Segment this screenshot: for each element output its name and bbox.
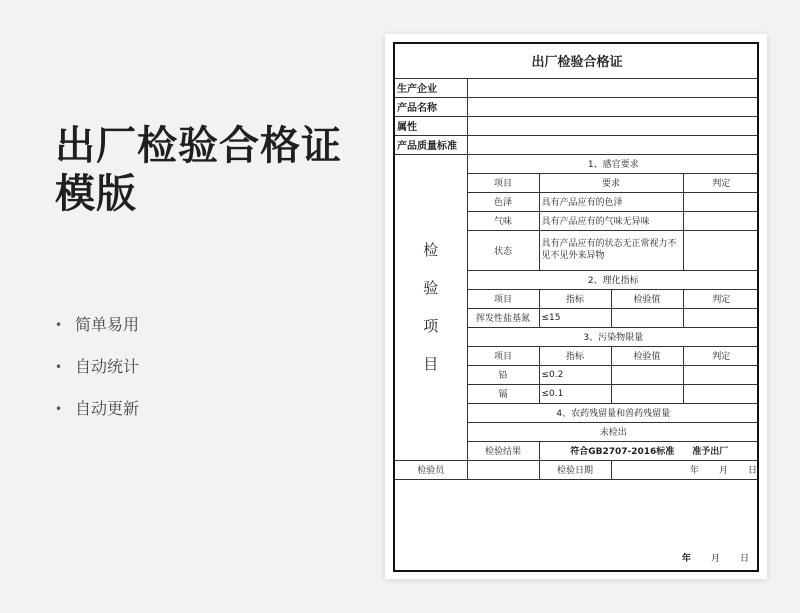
inspector-label: 检验员 — [395, 460, 467, 479]
result-label: 检验结果 — [467, 441, 539, 460]
feature-label: 自动更新 — [75, 399, 140, 418]
table-cell — [683, 211, 759, 230]
table-cell: 具有产品应有的色泽 — [539, 192, 683, 211]
page-title-line2: 模版 — [55, 171, 137, 217]
certificate-table — [395, 44, 759, 480]
form-title: 出厂检验合格证 — [395, 44, 759, 78]
table-cell: ≤0.1 — [539, 384, 611, 403]
table-cell: 挥发性盐基氮 — [467, 308, 539, 327]
field-label-attribute: 属性 — [395, 116, 467, 135]
table-header: 指标 — [539, 346, 611, 365]
table-cell: 铅 — [467, 365, 539, 384]
field-value-company — [467, 78, 759, 97]
table-cell — [683, 384, 759, 403]
table-header: 指标 — [539, 289, 611, 308]
table-cell — [683, 192, 759, 211]
table-cell: 色泽 — [467, 192, 539, 211]
section-heading-physchem: 2、理化指标 — [467, 270, 759, 289]
table-header: 项目 — [467, 173, 539, 192]
table-cell: 具有产品应有的状态无正常视力不见不见外来异物 — [539, 230, 683, 270]
table-cell: 镉 — [467, 384, 539, 403]
inspection-items-label: 检 验 项 目 — [395, 154, 467, 460]
page-title — [55, 122, 342, 218]
table-cell — [683, 230, 759, 270]
table-cell — [611, 365, 683, 384]
table-cell — [683, 365, 759, 384]
feature-label: 自动统计 — [75, 357, 140, 376]
field-label-product: 产品名称 — [395, 97, 467, 116]
field-label-standard: 产品质量标准 — [395, 135, 467, 154]
residue-value: 未检出 — [467, 422, 759, 441]
table-header: 判定 — [683, 346, 759, 365]
table-cell: 状态 — [467, 230, 539, 270]
bullet-icon: • — [55, 402, 63, 416]
certificate-form — [393, 42, 759, 572]
table-header: 要求 — [539, 173, 683, 192]
feature-item — [55, 396, 139, 438]
table-cell: 气味 — [467, 211, 539, 230]
result-value: 符合GB2707-2016标准 准予出厂 — [539, 441, 759, 460]
inspection-date-label: 检验日期 — [539, 460, 611, 479]
feature-list — [55, 312, 139, 438]
inspector-value — [467, 460, 539, 479]
bullet-icon: • — [55, 318, 63, 332]
table-cell: ≤15 — [539, 308, 611, 327]
field-value-product — [467, 97, 759, 116]
table-cell: 具有产品应有的气味无异味 — [539, 211, 683, 230]
table-header: 项目 — [467, 346, 539, 365]
page-title-line1: 出厂检验合格证 — [55, 123, 342, 169]
table-header: 检验值 — [611, 346, 683, 365]
table-header: 判定 — [683, 289, 759, 308]
field-value-standard — [467, 135, 759, 154]
section-heading-residue: 4、农药残留量和兽药残留量 — [467, 403, 759, 422]
field-label-company: 生产企业 — [395, 78, 467, 97]
table-header: 项目 — [467, 289, 539, 308]
feature-item — [55, 354, 139, 396]
feature-item — [55, 312, 139, 354]
feature-label: 简单易用 — [75, 315, 140, 334]
table-cell: ≤0.2 — [539, 365, 611, 384]
inspection-date-value: 年 月 日 — [611, 460, 759, 479]
section-heading-sensory: 1、感官要求 — [467, 154, 759, 173]
certificate-preview — [385, 34, 767, 579]
table-cell — [683, 308, 759, 327]
table-header: 判定 — [683, 173, 759, 192]
field-value-attribute — [467, 116, 759, 135]
table-cell — [611, 308, 683, 327]
bullet-icon: • — [55, 360, 63, 374]
signature-date: 年 月 日 — [681, 554, 749, 564]
table-cell — [611, 384, 683, 403]
section-heading-contaminants: 3、污染物限量 — [467, 327, 759, 346]
table-header: 检验值 — [611, 289, 683, 308]
